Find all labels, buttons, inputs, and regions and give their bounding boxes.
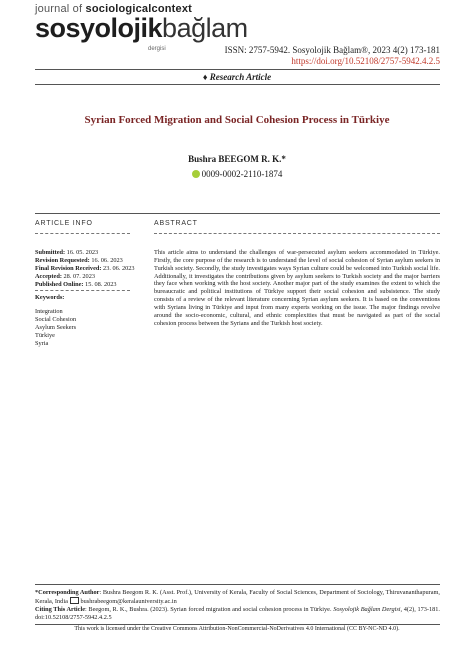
article-type-divider (35, 84, 440, 85)
license-divider (35, 624, 440, 625)
abstract-text: This article aims to understand the challenges of war-persecuted asylum seekers accommodated in Türkiye. Firstly, the core purpose of the research is to understand the level of social cohesion of Syrian asylum seekers in Turkish society. Secondly, the study investigates ways Syrian culture could be welcomed into Turkish social life. Additionally, it investigates the contributions given by asylum seekers to Turkish society and the major barriers they face when working with the host society. Another major part of the study examines the extent to which the bureaucratic and political institutions of Türkiye support their social cohesion and subsistence. The study consists of a review of the relevant literature concerning Syrian asylum seekers. It is based on the conventions with Syrians living in Türkiye and input from many experts working on the issue. The major findings revolve around the socio-economic, cultural, and ethnic complexities that must be navigated as part of the social cohesion process between the Syrians and the Turkish host society. (154, 249, 440, 327)
citation-note: Citing This Article: Beegom, R. K., Bushra. (2023). Syrian forced migration and social cohesion process in Türkiye. Sosyolojik Bağlam Dergisi, 4(2), 173-181. doi:10.52108/2757-5942.4.2.5 (35, 605, 441, 621)
keyword: Asylum Seekers (35, 323, 77, 331)
footnotes (35, 589, 440, 622)
corresponding-author-note: *Corresponding Author: Bushra Beegom R. K. (Asst. Prof.), University of Kerala, Faculty of Social Sciences, Department of Sociology, Thiruvananthapuram, Kerala, India bushrabeegom@keralauniversity.ac.in (35, 589, 440, 605)
footer-divider (35, 584, 440, 585)
abstract-label: ABSTRACT (154, 220, 198, 227)
article-type: ♦ Research Article (202, 72, 272, 82)
keyword: Social Cohesion (35, 315, 77, 323)
article-dates (35, 249, 135, 289)
journal-logo: sosyolojikbağlam (35, 13, 248, 43)
author-name: Bushra BEEGOM R. K.* (188, 154, 286, 164)
keywords-list (35, 308, 76, 348)
orcid[interactable]: 0009-0002-2110-1874 (0, 169, 474, 179)
doi-link[interactable]: https://doi.org/10.52108/2757-5942.4.2.5 (291, 56, 440, 66)
keywords-divider (35, 290, 130, 291)
email-link[interactable]: bushrabeegom@keralauniversity.ac.in (80, 597, 177, 605)
journal-name-small: journal of sociologicalcontext (35, 3, 193, 15)
article-title: Syrian Forced Migration and Social Cohesion Process in Türkiye (84, 114, 390, 126)
info-dash-divider (35, 233, 130, 234)
journal-logo-sub: dergisi (148, 46, 166, 52)
section-divider-top (35, 213, 440, 214)
orcid-icon (192, 170, 200, 178)
keyword: Integration (35, 308, 63, 315)
date-published: Published Online: 15. 08. 2023 (35, 280, 117, 288)
keyword: Syria (35, 339, 49, 347)
abstract-dash-divider (154, 233, 440, 234)
date-submitted: Submitted: 16. 05. 2023 (35, 249, 99, 256)
date-final-revision: Final Revision Received: 23. 06. 2023 (35, 264, 135, 272)
header-divider (35, 69, 440, 70)
keyword: Türkiye (35, 331, 55, 339)
date-revision-requested: Revision Requested: 16. 06. 2023 (35, 256, 123, 264)
keywords-label: Keywords: (35, 294, 65, 301)
license-text: This work is licensed under the Creative Commons Attribution-NonCommercial-NoDerivatives 4.0 International (CC BY-NC-ND 4.0). (74, 626, 400, 632)
article-info-label: ARTICLE INFO (35, 220, 93, 227)
issn-line: ISSN: 2757-5942. Sosyolojik Bağlam®, 2023 4(2) 173-181 (224, 45, 440, 55)
email-icon (70, 597, 79, 604)
date-accepted: Accepted: 28. 07. 2023 (35, 272, 95, 280)
